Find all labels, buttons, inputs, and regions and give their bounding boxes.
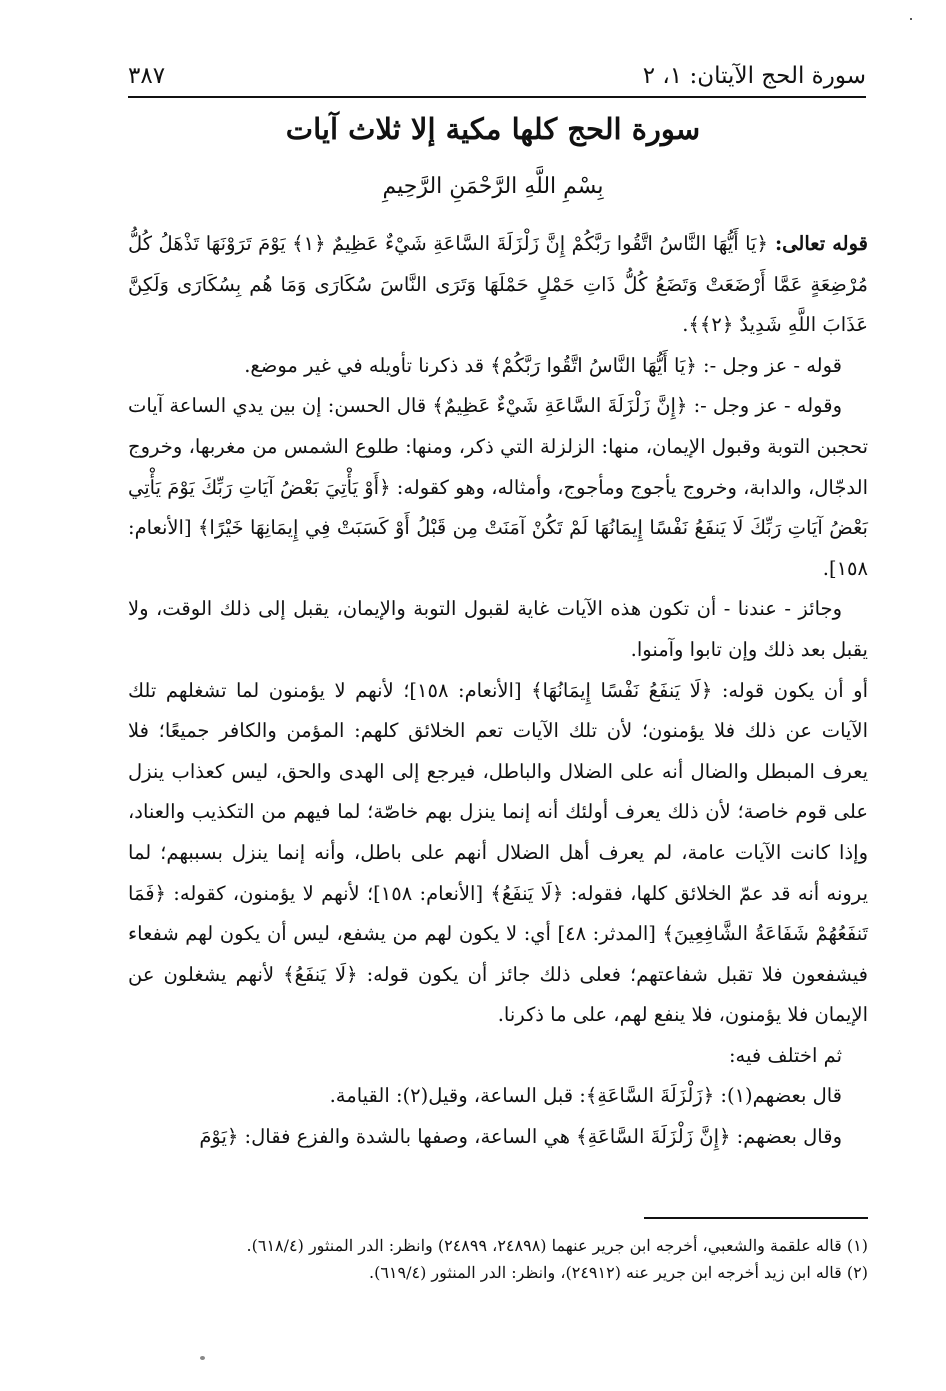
footnote: (١) قاله علقمة والشعبي، أخرجه ابن جرير عنهما (٢٤٨٩٨، ٢٤٨٩٩) وانظر: الدر المنثور (٦١٨/٤).: [246, 1236, 868, 1255]
verse-text: ﴿يَا أَيُّهَا النَّاسُ اتَّقُوا رَبَّكُمْ إِنَّ زَلْزَلَةَ السَّاعَةِ شَيْءٌ عَظِيمٌ ﴿١﴾ يَوْمَ تَرَوْنَهَا تَذْهَلُ كُلُّ مُرْضِعَةٍ عَمَّا أَرْضَعَتْ وَتَضَعُ كُلُّ ذَاتِ حَمْلٍ حَمْلَهَا وَتَرَى النَّاسَ سُكَارَى وَمَا هُم بِسُكَارَى وَلَكِنَّ عَذَابَ اللَّهِ شَدِيدٌ ﴿٢﴾﴾.: [128, 232, 868, 337]
footnote: (٢) قاله ابن زيد أخرجه ابن جرير عنه (٢٤٩١٢)، وانظر: الدر المنثور (٦١٩/٤).: [369, 1263, 868, 1282]
paragraph: وجائز - عندنا - أن تكون هذه الآيات غاية لقبول التوبة والإيمان، يقبل إلى ذلك الوقت، ولا يقبل بعد ذلك وإن تابوا وآمنوا.: [128, 597, 868, 661]
paragraph-verse: [128, 224, 868, 346]
main-text: [128, 224, 868, 1158]
paragraph: وقوله - عز وجل -: ﴿إِنَّ زَلْزَلَةَ السَّاعَةِ شَيْءٌ عَظِيمٌ﴾ قال الحسن: إن بين يدي الساعة آيات تحجبن التوبة وقبول الإيمان، منها: الزلزلة التي ذكر، ومنها: طلوع الشمس من مغربها، وخروج الدجّال، والدابة، وخروج يأجوج ومأجوج، وأمثاله، وهو كقوله: ﴿أَوْ يَأْتِيَ بَعْضُ آيَاتِ رَبِّكَ يَوْمَ يَأْتِي بَعْضُ آيَاتِ رَبِّكَ لَا يَنفَعُ نَفْسًا إِيمَانُهَا لَمْ تَكُنْ آمَنَتْ مِن قَبْلُ أَوْ كَسَبَتْ فِي إِيمَانِهَا خَيْرًا﴾ [الأنعام: ١٥٨].: [128, 394, 868, 580]
page-number: ٣٨٧: [128, 63, 166, 89]
paragraph: وقال بعضهم: ﴿إِنَّ زَلْزَلَةَ السَّاعَةِ﴾ هي الساعة، وصفها بالشدة والفزع فقال: ﴿يَوْمَ: [199, 1125, 842, 1149]
surah-title: سورة الحج كلها مكية إلا ثلاث آيات: [285, 112, 701, 146]
header-divider: [128, 96, 866, 98]
paragraph: أو أن يكون قوله: ﴿لَا يَنفَعُ نَفْسًا إِيمَانُهَا﴾ [الأنعام: ١٥٨]؛ لأنهم لا يؤمنون لما تشغلهم تلك الآيات عن ذلك فلا يؤمنون؛ لأن تلك الآيات تعم الخلائق كلهم: المؤمن والكافر جميعًا؛ فلا يعرف المبطل والضال أنه على الضلال والباطل، فيرجع إلى الهدى والحق، ليس كعذاب ينزل على قوم خاصة؛ لأن ذلك يعرف أولئك أنه إنما ينزل بهم خاصّة؛ لما فيهم من التكذيب والعناد، وإذا كانت الآيات عامة، لم يعرف أهل الضلال أنهم على باطل، وأنه إنما ينزل بسببهم؛ لما يرونه أنه قد عمّ الخلائق كلها، فقوله: ﴿لَا يَنفَعُ﴾ [الأنعام: ١٥٨]؛ لأنهم لا يؤمنون، كقوله: ﴿فَمَا تَنفَعُهُمْ شَفَاعَةُ الشَّافِعِينَ﴾ [المدثر: ٤٨] أي: لا يكون لهم من يشفع، ليس أن يكون لهم شفعاء فيشفعون فلا تقبل شفاعتهم؛ فعلى ذلك جائز أن يكون قوله: ﴿لَا يَنفَعُ﴾ لأنهم يشغلون عن الإيمان فلا يؤمنون، فلا ينفع لهم، على ما ذكرنا.: [128, 678, 869, 1027]
paragraph: قال بعضهم(١): ﴿زَلْزَلَةَ السَّاعَةِ﴾: قبل الساعة، وقيل(٢): القيامة.: [329, 1084, 842, 1108]
footnote-divider: [644, 1217, 868, 1219]
scan-speck: [910, 18, 912, 20]
page-header: [128, 56, 866, 96]
paragraph: قوله - عز وجل -: ﴿يَا أَيُّهَا النَّاسُ اتَّقُوا رَبَّكُمْ﴾ قد ذكرنا تأويله في غير موضع.: [244, 353, 842, 377]
paragraph: ثم اختلف فيه:: [728, 1043, 842, 1067]
basmala: بِسْمِ اللَّهِ الرَّحْمَنِ الرَّحِيمِ: [382, 174, 604, 199]
running-title: سورة الحج الآيتان: ١، ٢: [642, 63, 866, 89]
verse-lead: قوله تعالى:: [767, 232, 868, 255]
footnotes: [128, 1232, 868, 1286]
scan-speck: [200, 1356, 205, 1360]
